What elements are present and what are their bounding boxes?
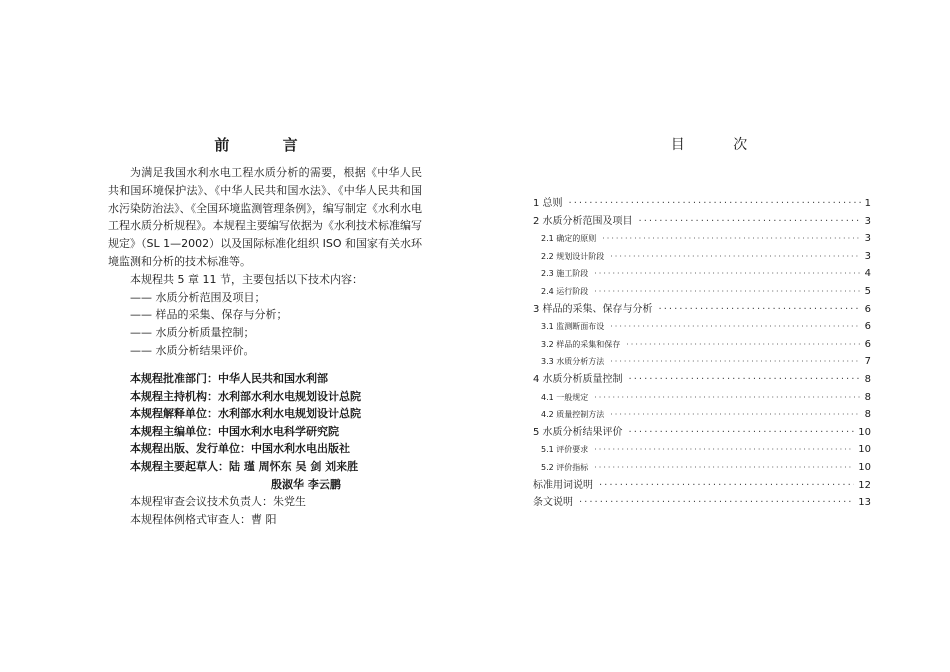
toc-entry[interactable]: 5.2 评价指标 ····· 10 [533,459,871,477]
content-item: —— 水质分析范围及项目； [130,290,266,304]
content-item: —— 样品的采集、保存与分析； [130,308,288,322]
credit-line-continued: 殷淑华 李云鹏 [271,477,341,491]
credit-line: 本规程出版、发行单位：中国水利水电出版社 [130,442,350,456]
toc-entry[interactable]: 3 样品的采集、保存与分析 ····· 6 [533,301,871,319]
table-of-contents [533,195,871,512]
toc-entry[interactable]: 1 总则 ····· 1 [533,195,871,213]
credit-line: 本规程主要起草人：陆 瑾 周怀东 吴 剑 刘来胜 [130,459,359,473]
toc-entry[interactable]: 2 水质分析范围及项目 ····· 3 [533,213,871,231]
toc-entry[interactable]: 4 水质分析质量控制 ····· 8 [533,371,871,389]
credit-line: 本规程解释单位：水利部水利水电规划设计总院 [130,407,361,421]
credit-line: 本规程主编单位：中国水利水电科学研究院 [130,424,339,438]
preface-body [108,164,422,360]
toc-entry[interactable]: 2.4 运行阶段 ····· 5 [533,283,871,301]
toc-entry[interactable]: 2.1 确定的原则 ····· 3 [533,230,871,248]
toc-entry[interactable]: 5 水质分析结果评价 ····· 10 [533,424,871,442]
toc-entry[interactable]: 5.1 评价要求 ····· 10 [533,441,871,459]
credit-line: 本规程批准部门：中华人民共和国水利部 [130,372,328,385]
toc-entry[interactable]: 2.3 施工阶段 ····· 4 [533,265,871,283]
toc-entry[interactable]: 3.3 水质分析方法 ····· 7 [533,353,871,371]
preface-paragraph: 本规程共 5 章 11 节，主要包括以下技术内容： [130,272,363,286]
toc-entry[interactable]: 3.1 监测断面布设 ····· 6 [533,318,871,336]
toc-entry[interactable]: 条文说明 ····· 13 [533,494,871,512]
toc-page [475,0,950,672]
toc-title: 目 次 [670,137,770,153]
toc-entry[interactable]: 4.1 一般规定 ····· 8 [533,389,871,407]
toc-entry[interactable]: 标准用词说明 ····· 12 [533,477,871,495]
credit-line: 本规程审查会议技术负责人：朱党生 [130,495,306,509]
content-item: —— 水质分析质量控制； [130,326,255,340]
toc-entry[interactable]: 3.2 样品的采集和保存 ····· 6 [533,336,871,354]
preface-title: 前 言 [214,136,322,154]
preface-paragraph: 为满足我国水利水电工程水质分析的需要，根据《中华人民共和国环境保护法》、《中华人民共和国水法》、《中华人民共和国水污染防治法》、《全国环境监测管理条例》，编写制定《水利水电工程水质分析规程》。本规程主要编写依据为《水利技术标准编写规定》（SL 1—2002）以及国际标准化组织 ISO 和国家有关水环境监测和分析的技术标准等。 [108,166,422,268]
credits-block [108,370,438,528]
credit-line: 本规程体例格式审查人：曹 阳 [130,512,277,526]
credit-line: 本规程主持机构：水利部水利水电规划设计总院 [130,389,361,403]
toc-entry[interactable]: 4.2 质量控制方法 ····· 8 [533,406,871,424]
content-item: —— 水质分析结果评价。 [130,343,255,357]
toc-entry[interactable]: 2.2 规划设计阶段 ····· 3 [533,248,871,266]
